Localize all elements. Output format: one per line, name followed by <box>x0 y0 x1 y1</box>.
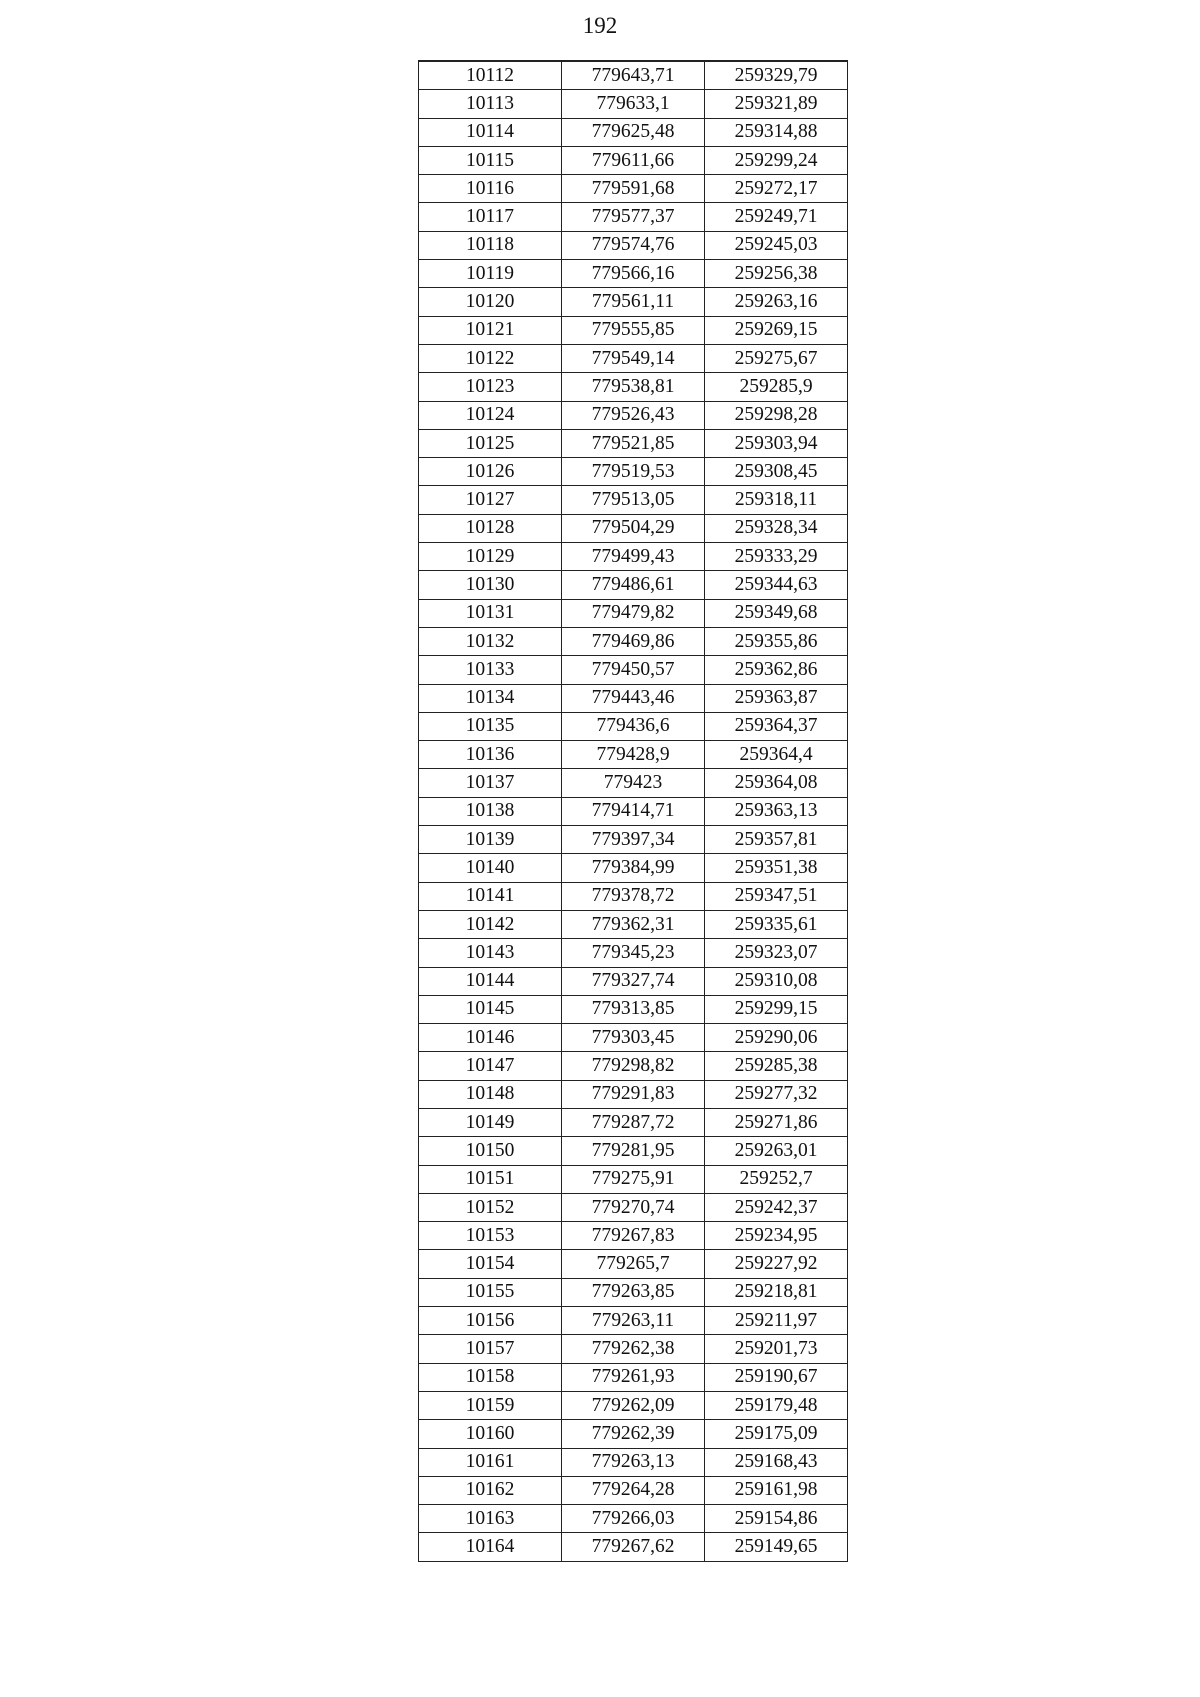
x-coordinate-cell: 779261,93 <box>562 1363 705 1391</box>
table-row <box>419 401 848 429</box>
x-coordinate-cell: 779313,85 <box>562 995 705 1023</box>
table-row <box>419 61 848 90</box>
y-coordinate-cell: 259252,7 <box>705 1165 848 1193</box>
y-coordinate-cell: 259364,4 <box>705 741 848 769</box>
table-row <box>419 1391 848 1419</box>
x-coordinate-cell: 779479,82 <box>562 599 705 627</box>
x-coordinate-cell: 779611,66 <box>562 146 705 174</box>
x-coordinate-cell: 779469,86 <box>562 627 705 655</box>
table-row <box>419 712 848 740</box>
point-number-cell: 10163 <box>419 1505 562 1533</box>
y-coordinate-cell: 259347,51 <box>705 882 848 910</box>
y-coordinate-cell: 259190,67 <box>705 1363 848 1391</box>
coordinates-table-body <box>419 61 848 1561</box>
x-coordinate-cell: 779267,62 <box>562 1533 705 1561</box>
table-row <box>419 146 848 174</box>
y-coordinate-cell: 259263,01 <box>705 1137 848 1165</box>
table-row <box>419 514 848 542</box>
x-coordinate-cell: 779633,1 <box>562 90 705 118</box>
point-number-cell: 10157 <box>419 1335 562 1363</box>
table-row <box>419 627 848 655</box>
y-coordinate-cell: 259154,86 <box>705 1505 848 1533</box>
table-row <box>419 599 848 627</box>
x-coordinate-cell: 779561,11 <box>562 288 705 316</box>
x-coordinate-cell: 779625,48 <box>562 118 705 146</box>
point-number-cell: 10116 <box>419 175 562 203</box>
y-coordinate-cell: 259318,11 <box>705 486 848 514</box>
table-row <box>419 854 848 882</box>
x-coordinate-cell: 779345,23 <box>562 939 705 967</box>
point-number-cell: 10164 <box>419 1533 562 1561</box>
point-number-cell: 10129 <box>419 543 562 571</box>
table-row <box>419 118 848 146</box>
table-row <box>419 939 848 967</box>
y-coordinate-cell: 259168,43 <box>705 1448 848 1476</box>
table-row <box>419 571 848 599</box>
y-coordinate-cell: 259314,88 <box>705 118 848 146</box>
x-coordinate-cell: 779591,68 <box>562 175 705 203</box>
table-row <box>419 1420 848 1448</box>
y-coordinate-cell: 259234,95 <box>705 1222 848 1250</box>
y-coordinate-cell: 259349,68 <box>705 599 848 627</box>
x-coordinate-cell: 779538,81 <box>562 373 705 401</box>
page-number: 192 <box>582 13 618 38</box>
y-coordinate-cell: 259323,07 <box>705 939 848 967</box>
point-number-cell: 10114 <box>419 118 562 146</box>
table-row <box>419 1505 848 1533</box>
y-coordinate-cell: 259256,38 <box>705 260 848 288</box>
x-coordinate-cell: 779486,61 <box>562 571 705 599</box>
y-coordinate-cell: 259272,17 <box>705 175 848 203</box>
x-coordinate-cell: 779504,29 <box>562 514 705 542</box>
y-coordinate-cell: 259364,08 <box>705 769 848 797</box>
point-number-cell: 10131 <box>419 599 562 627</box>
y-coordinate-cell: 259263,16 <box>705 288 848 316</box>
y-coordinate-cell: 259357,81 <box>705 826 848 854</box>
x-coordinate-cell: 779397,34 <box>562 826 705 854</box>
table-row <box>419 1222 848 1250</box>
point-number-cell: 10115 <box>419 146 562 174</box>
table-row <box>419 1250 848 1278</box>
x-coordinate-cell: 779303,45 <box>562 1024 705 1052</box>
table-row <box>419 769 848 797</box>
y-coordinate-cell: 259179,48 <box>705 1391 848 1419</box>
coordinates-table <box>418 60 848 1562</box>
x-coordinate-cell: 779428,9 <box>562 741 705 769</box>
point-number-cell: 10150 <box>419 1137 562 1165</box>
table-row <box>419 458 848 486</box>
y-coordinate-cell: 259351,38 <box>705 854 848 882</box>
point-number-cell: 10155 <box>419 1278 562 1306</box>
x-coordinate-cell: 779281,95 <box>562 1137 705 1165</box>
x-coordinate-cell: 779262,39 <box>562 1420 705 1448</box>
x-coordinate-cell: 779378,72 <box>562 882 705 910</box>
y-coordinate-cell: 259298,28 <box>705 401 848 429</box>
point-number-cell: 10158 <box>419 1363 562 1391</box>
y-coordinate-cell: 259227,92 <box>705 1250 848 1278</box>
x-coordinate-cell: 779549,14 <box>562 344 705 372</box>
table-row <box>419 231 848 259</box>
y-coordinate-cell: 259201,73 <box>705 1335 848 1363</box>
point-number-cell: 10149 <box>419 1108 562 1136</box>
x-coordinate-cell: 779264,28 <box>562 1476 705 1504</box>
table-row <box>419 1052 848 1080</box>
point-number-cell: 10127 <box>419 486 562 514</box>
table-row <box>419 882 848 910</box>
point-number-cell: 10145 <box>419 995 562 1023</box>
point-number-cell: 10121 <box>419 316 562 344</box>
table-row <box>419 316 848 344</box>
y-coordinate-cell: 259328,34 <box>705 514 848 542</box>
y-coordinate-cell: 259175,09 <box>705 1420 848 1448</box>
point-number-cell: 10140 <box>419 854 562 882</box>
y-coordinate-cell: 259290,06 <box>705 1024 848 1052</box>
y-coordinate-cell: 259329,79 <box>705 61 848 90</box>
x-coordinate-cell: 779423 <box>562 769 705 797</box>
point-number-cell: 10126 <box>419 458 562 486</box>
point-number-cell: 10123 <box>419 373 562 401</box>
point-number-cell: 10148 <box>419 1080 562 1108</box>
x-coordinate-cell: 779266,03 <box>562 1505 705 1533</box>
point-number-cell: 10143 <box>419 939 562 967</box>
point-number-cell: 10147 <box>419 1052 562 1080</box>
x-coordinate-cell: 779566,16 <box>562 260 705 288</box>
y-coordinate-cell: 259249,71 <box>705 203 848 231</box>
point-number-cell: 10112 <box>419 61 562 90</box>
point-number-cell: 10117 <box>419 203 562 231</box>
point-number-cell: 10142 <box>419 910 562 938</box>
table-row <box>419 826 848 854</box>
y-coordinate-cell: 259218,81 <box>705 1278 848 1306</box>
table-row <box>419 260 848 288</box>
point-number-cell: 10136 <box>419 741 562 769</box>
y-coordinate-cell: 259277,32 <box>705 1080 848 1108</box>
y-coordinate-cell: 259161,98 <box>705 1476 848 1504</box>
y-coordinate-cell: 259308,45 <box>705 458 848 486</box>
x-coordinate-cell: 779265,7 <box>562 1250 705 1278</box>
point-number-cell: 10154 <box>419 1250 562 1278</box>
table-row <box>419 741 848 769</box>
x-coordinate-cell: 779443,46 <box>562 684 705 712</box>
point-number-cell: 10135 <box>419 712 562 740</box>
x-coordinate-cell: 779643,71 <box>562 61 705 90</box>
y-coordinate-cell: 259275,67 <box>705 344 848 372</box>
x-coordinate-cell: 779521,85 <box>562 429 705 457</box>
x-coordinate-cell: 779414,71 <box>562 797 705 825</box>
table-row <box>419 656 848 684</box>
y-coordinate-cell: 259363,13 <box>705 797 848 825</box>
point-number-cell: 10113 <box>419 90 562 118</box>
point-number-cell: 10141 <box>419 882 562 910</box>
table-row <box>419 797 848 825</box>
table-row <box>419 684 848 712</box>
point-number-cell: 10160 <box>419 1420 562 1448</box>
point-number-cell: 10151 <box>419 1165 562 1193</box>
y-coordinate-cell: 259271,86 <box>705 1108 848 1136</box>
point-number-cell: 10120 <box>419 288 562 316</box>
x-coordinate-cell: 779263,85 <box>562 1278 705 1306</box>
y-coordinate-cell: 259310,08 <box>705 967 848 995</box>
x-coordinate-cell: 779270,74 <box>562 1193 705 1221</box>
table-row <box>419 1193 848 1221</box>
table-row <box>419 1476 848 1504</box>
x-coordinate-cell: 779262,38 <box>562 1335 705 1363</box>
point-number-cell: 10134 <box>419 684 562 712</box>
point-number-cell: 10133 <box>419 656 562 684</box>
x-coordinate-cell: 779263,11 <box>562 1307 705 1335</box>
table-row <box>419 1307 848 1335</box>
x-coordinate-cell: 779513,05 <box>562 486 705 514</box>
point-number-cell: 10128 <box>419 514 562 542</box>
point-number-cell: 10119 <box>419 260 562 288</box>
x-coordinate-cell: 779327,74 <box>562 967 705 995</box>
y-coordinate-cell: 259364,37 <box>705 712 848 740</box>
table-row <box>419 995 848 1023</box>
point-number-cell: 10125 <box>419 429 562 457</box>
x-coordinate-cell: 779499,43 <box>562 543 705 571</box>
x-coordinate-cell: 779384,99 <box>562 854 705 882</box>
point-number-cell: 10130 <box>419 571 562 599</box>
y-coordinate-cell: 259211,97 <box>705 1307 848 1335</box>
table-row <box>419 1363 848 1391</box>
point-number-cell: 10137 <box>419 769 562 797</box>
x-coordinate-cell: 779526,43 <box>562 401 705 429</box>
y-coordinate-cell: 259149,65 <box>705 1533 848 1561</box>
table-row <box>419 1024 848 1052</box>
table-row <box>419 486 848 514</box>
table-row <box>419 344 848 372</box>
x-coordinate-cell: 779267,83 <box>562 1222 705 1250</box>
x-coordinate-cell: 779555,85 <box>562 316 705 344</box>
table-row <box>419 175 848 203</box>
point-number-cell: 10161 <box>419 1448 562 1476</box>
table-row <box>419 373 848 401</box>
point-number-cell: 10144 <box>419 967 562 995</box>
y-coordinate-cell: 259299,24 <box>705 146 848 174</box>
x-coordinate-cell: 779436,6 <box>562 712 705 740</box>
point-number-cell: 10122 <box>419 344 562 372</box>
y-coordinate-cell: 259303,94 <box>705 429 848 457</box>
y-coordinate-cell: 259285,38 <box>705 1052 848 1080</box>
x-coordinate-cell: 779298,82 <box>562 1052 705 1080</box>
point-number-cell: 10118 <box>419 231 562 259</box>
y-coordinate-cell: 259242,37 <box>705 1193 848 1221</box>
x-coordinate-cell: 779262,09 <box>562 1391 705 1419</box>
table-row <box>419 1080 848 1108</box>
y-coordinate-cell: 259269,15 <box>705 316 848 344</box>
table-row <box>419 288 848 316</box>
y-coordinate-cell: 259285,9 <box>705 373 848 401</box>
y-coordinate-cell: 259344,63 <box>705 571 848 599</box>
y-coordinate-cell: 259363,87 <box>705 684 848 712</box>
y-coordinate-cell: 259355,86 <box>705 627 848 655</box>
point-number-cell: 10138 <box>419 797 562 825</box>
table-row <box>419 1108 848 1136</box>
y-coordinate-cell: 259245,03 <box>705 231 848 259</box>
table-row <box>419 543 848 571</box>
table-row <box>419 1533 848 1561</box>
y-coordinate-cell: 259335,61 <box>705 910 848 938</box>
x-coordinate-cell: 779291,83 <box>562 1080 705 1108</box>
point-number-cell: 10146 <box>419 1024 562 1052</box>
table-row <box>419 967 848 995</box>
point-number-cell: 10156 <box>419 1307 562 1335</box>
x-coordinate-cell: 779275,91 <box>562 1165 705 1193</box>
point-number-cell: 10124 <box>419 401 562 429</box>
table-row <box>419 910 848 938</box>
table-row <box>419 1137 848 1165</box>
x-coordinate-cell: 779519,53 <box>562 458 705 486</box>
y-coordinate-cell: 259333,29 <box>705 543 848 571</box>
table-row <box>419 1448 848 1476</box>
point-number-cell: 10159 <box>419 1391 562 1419</box>
point-number-cell: 10139 <box>419 826 562 854</box>
point-number-cell: 10152 <box>419 1193 562 1221</box>
point-number-cell: 10153 <box>419 1222 562 1250</box>
table-row <box>419 1278 848 1306</box>
x-coordinate-cell: 779450,57 <box>562 656 705 684</box>
y-coordinate-cell: 259321,89 <box>705 90 848 118</box>
x-coordinate-cell: 779577,37 <box>562 203 705 231</box>
table-row <box>419 1165 848 1193</box>
x-coordinate-cell: 779287,72 <box>562 1108 705 1136</box>
table-row <box>419 203 848 231</box>
point-number-cell: 10132 <box>419 627 562 655</box>
x-coordinate-cell: 779263,13 <box>562 1448 705 1476</box>
table-row <box>419 429 848 457</box>
table-row <box>419 90 848 118</box>
table-row <box>419 1335 848 1363</box>
y-coordinate-cell: 259362,86 <box>705 656 848 684</box>
x-coordinate-cell: 779574,76 <box>562 231 705 259</box>
x-coordinate-cell: 779362,31 <box>562 910 705 938</box>
point-number-cell: 10162 <box>419 1476 562 1504</box>
y-coordinate-cell: 259299,15 <box>705 995 848 1023</box>
